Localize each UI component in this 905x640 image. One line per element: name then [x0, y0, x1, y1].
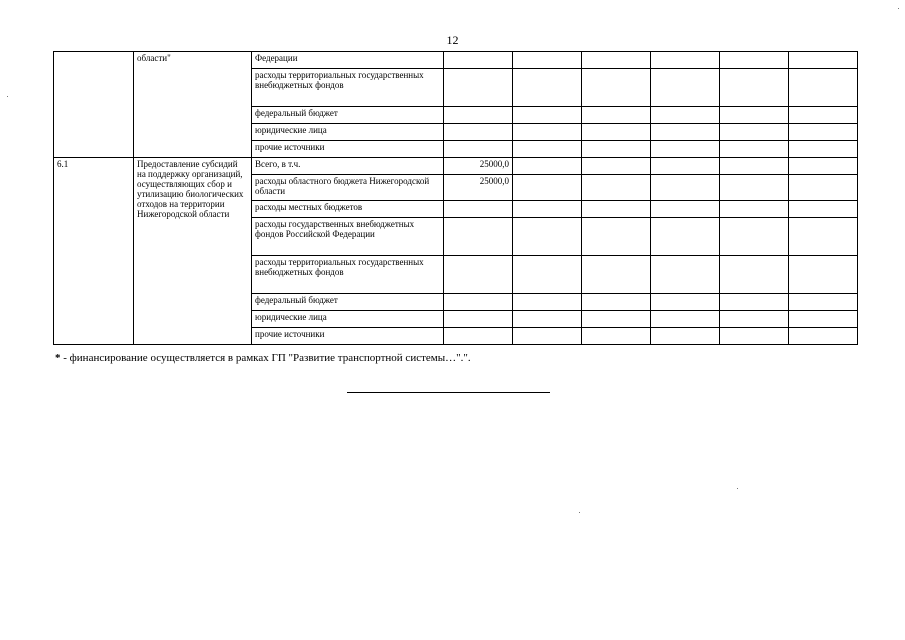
scan-speck	[579, 512, 580, 513]
value-cell	[789, 158, 858, 175]
value-cell	[582, 294, 651, 311]
value-cell	[582, 311, 651, 328]
funding-source-cell: федеральный бюджет	[252, 294, 444, 311]
value-cell	[444, 201, 513, 218]
scan-speck	[737, 488, 738, 489]
value-cell	[444, 256, 513, 294]
value-cell	[720, 52, 789, 69]
value-cell	[651, 52, 720, 69]
value-cell	[720, 218, 789, 256]
value-cell	[444, 52, 513, 69]
closing-rule	[347, 392, 550, 393]
value-cell	[513, 52, 582, 69]
footnote	[55, 352, 471, 364]
value-cell	[513, 69, 582, 107]
measure-description-cell: Предоставление субсидий на поддержку организаций, осуществляющих сбор и утилизацию биологических отходов на территории Нижегородской области	[134, 158, 252, 345]
value-cell	[444, 294, 513, 311]
value-cell	[582, 328, 651, 345]
value-cell	[789, 311, 858, 328]
value-cell	[789, 256, 858, 294]
value-cell	[789, 294, 858, 311]
value-cell	[789, 328, 858, 345]
value-cell	[444, 311, 513, 328]
value-cell	[720, 201, 789, 218]
value-cell	[444, 218, 513, 256]
value-cell	[513, 218, 582, 256]
value-cell	[582, 107, 651, 124]
funding-source-cell: расходы государственных внебюджетных фондов Российской Федерации	[252, 218, 444, 256]
value-cell	[789, 218, 858, 256]
funding-source-cell: юридические лица	[252, 311, 444, 328]
value-cell	[582, 141, 651, 158]
value-cell	[651, 294, 720, 311]
table-row	[54, 52, 858, 69]
funding-source-cell: расходы местных бюджетов	[252, 201, 444, 218]
value-cell	[513, 175, 582, 201]
value-cell	[720, 256, 789, 294]
value-cell	[444, 107, 513, 124]
value-cell	[720, 311, 789, 328]
value-cell	[720, 328, 789, 345]
value-cell	[789, 107, 858, 124]
value-cell	[513, 328, 582, 345]
value-cell	[582, 158, 651, 175]
funding-source-cell: прочие источники	[252, 141, 444, 158]
funding-source-cell: Федерации	[252, 52, 444, 69]
value-cell	[720, 141, 789, 158]
value-cell	[513, 141, 582, 158]
funding-source-cell: юридические лица	[252, 124, 444, 141]
value-cell	[651, 141, 720, 158]
value-cell	[651, 175, 720, 201]
funding-source-cell: федеральный бюджет	[252, 107, 444, 124]
financing-table	[53, 51, 858, 345]
value-cell	[444, 124, 513, 141]
value-cell	[720, 124, 789, 141]
value-cell	[444, 328, 513, 345]
value-cell	[582, 124, 651, 141]
value-cell	[513, 256, 582, 294]
value-cell	[651, 256, 720, 294]
row-number-cell: 6.1	[54, 158, 134, 345]
value-cell	[582, 201, 651, 218]
value-cell	[789, 175, 858, 201]
funding-source-cell: прочие источники	[252, 328, 444, 345]
funding-source-cell: расходы территориальных государственных внебюджетных фондов	[252, 69, 444, 107]
funding-source-cell: расходы областного бюджета Нижегородской области	[252, 175, 444, 201]
value-cell	[582, 52, 651, 69]
value-cell	[789, 141, 858, 158]
funding-source-cell: Всего, в т.ч.	[252, 158, 444, 175]
value-cell	[651, 158, 720, 175]
value-cell	[513, 311, 582, 328]
value-cell	[789, 201, 858, 218]
page-number: 12	[446, 33, 459, 47]
value-cell	[651, 328, 720, 345]
value-cell	[651, 311, 720, 328]
scan-speck	[7, 96, 8, 97]
value-cell	[651, 69, 720, 107]
value-cell	[513, 158, 582, 175]
funding-source-cell: расходы территориальных государственных внебюджетных фондов	[252, 256, 444, 294]
value-cell	[651, 201, 720, 218]
scan-speck	[898, 8, 899, 9]
value-cell	[720, 158, 789, 175]
value-cell	[513, 107, 582, 124]
footnote-text: - финансирование осуществляется в рамках ГП "Развитие транспортной системы…".".	[60, 352, 471, 364]
value-cell	[789, 52, 858, 69]
value-cell	[444, 141, 513, 158]
value-cell	[720, 175, 789, 201]
value-cell: 25000,0	[444, 158, 513, 175]
footnote-marker: *	[55, 352, 61, 364]
table-row	[54, 158, 858, 175]
value-cell	[444, 69, 513, 107]
value-cell	[720, 69, 789, 107]
value-cell	[582, 256, 651, 294]
measure-description-cell: области"	[134, 52, 252, 158]
value-cell	[789, 124, 858, 141]
value-cell	[720, 294, 789, 311]
value-cell	[651, 124, 720, 141]
value-cell	[582, 175, 651, 201]
value-cell	[513, 124, 582, 141]
value-cell	[513, 201, 582, 218]
row-number-cell	[54, 52, 134, 158]
value-cell: 25000,0	[444, 175, 513, 201]
value-cell	[651, 218, 720, 256]
value-cell	[789, 69, 858, 107]
value-cell	[513, 294, 582, 311]
value-cell	[651, 107, 720, 124]
value-cell	[582, 218, 651, 256]
value-cell	[720, 107, 789, 124]
value-cell	[582, 69, 651, 107]
